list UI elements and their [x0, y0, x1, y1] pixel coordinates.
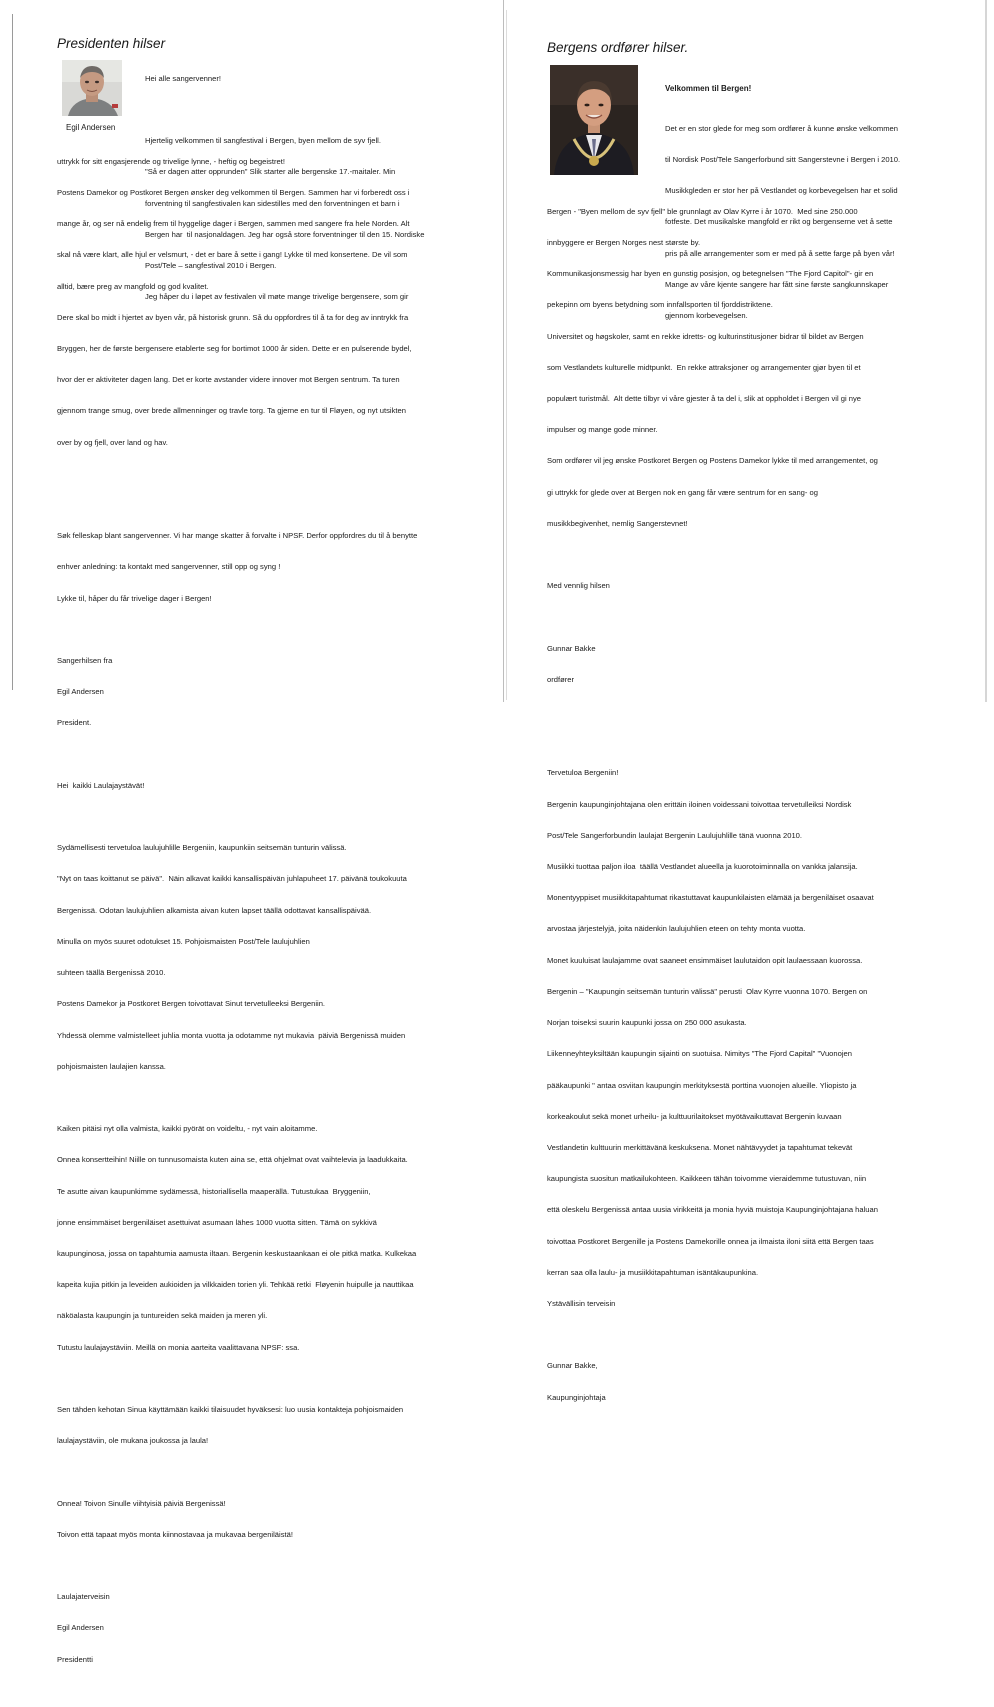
page-gutter [503, 0, 504, 702]
text-line: kaupungista suositun matkailukohteen. Kaikkeen tähän toivomme vieraidemme tutustuvan, niin [547, 1174, 867, 1184]
text-line: että oleskelu Bergenissä antaa uusia virikkeitä ja monia hyviä muistoja Kaupunginjohtajana haluan [547, 1205, 878, 1215]
text-line: Vestlandetin kulttuurin merkittävänä keskuksena. Monet nähtävyydet ja tapahtumat tekevät [547, 1142, 853, 1152]
text-line: pääkaupunki " antaa osviitan kaupungin merkityksestä porttina vuonojen alueille. Yliopisto ja [547, 1080, 857, 1090]
welcome-title: Velkommen til Bergen! [665, 84, 752, 93]
text-line: Dere skal bo midt i hjertet av byen vår, på historisk grunn. Så du oppfordres til å ta for deg av inntrykk fra [57, 312, 409, 322]
text-line: President. [57, 718, 92, 728]
right-page-heading: Bergens ordfører hilser. [547, 40, 689, 55]
text-line: Lykke til, håper du får trivelige dager i Bergen! [57, 593, 212, 603]
president-caption: Egil Andersen [66, 123, 116, 132]
text-line: pohjoismaisten laulajien kanssa. [57, 1061, 166, 1071]
left-page-heading: Presidenten hilser [57, 36, 166, 51]
text-line [145, 105, 424, 115]
text-line: "Så er dagen atter opprunden" Slik starter alle bergenske 17.-maitaler. Min [145, 167, 396, 177]
text-line: uttrykk for sitt engasjerende og trivelige lynne, - heftig og begeistret! [57, 156, 285, 166]
text-line: Monentyyppiset musiikkitapahtumat rikastuttavat kaupunkilaisten elämää ja bergeniläiset osaavat [547, 893, 874, 903]
text-line: Egil Andersen [57, 687, 104, 697]
text-line: Sen tähden kehotan Sinua käyttämään kaikki tilaisuudet hyväksesi: luo uusia kontakteja pohjoismaiden [57, 1404, 404, 1414]
text-line: Te asutte aivan kaupunkimme sydämessä, historiallisella maaperällä. Tutustukaa Bryggeniin, [57, 1186, 371, 1196]
text-line: pekepinn om byens betydning som innfallsporten til fjorddistriktene. [547, 300, 773, 310]
text-line: Postens Damekor ja Postkoret Bergen toivottavat Sinut tervetulleeksi Bergeniin. [57, 999, 326, 1009]
text-line: Bergen - "Byen mellom de syv fjell" ble grunnlagt av Olav Kyrre i år 1070. Med sine 250.000 [547, 206, 858, 216]
text-line: Onnea konsertteihin! Niille on tunnusomaista kuten aina se, että ohjelmat ovat vaihtelevia ja laadukkaita. [57, 1155, 408, 1165]
text-line: Yhdessä olemme valmistelleet juhlia monta vuotta ja odotamme nyt mukavia päiviä Bergenissä muiden [57, 1030, 406, 1040]
text-line: toivottaa Postkoret Bergenille ja Postens Damekorille onnea ja ilmaista iloni siitä että Bergen taas [547, 1236, 874, 1246]
text-line: Gunnar Bakke, [547, 1361, 598, 1371]
text-line: musikkbegivenhet, nemlig Sangerstevnet! [547, 518, 688, 528]
text-line [57, 469, 417, 479]
text-line: "Nyt on taas koittanut se päivä". Näin alkavat kaikki kansallispäivän juhlapuheet 17. päivänä toukokuuta [57, 874, 407, 884]
text-line: Musikkgleden er stor her på Vestlandet og korbevegelsen har et solid [665, 186, 898, 196]
text-line [57, 1467, 417, 1477]
text-line: Laulajaterveisin [57, 1592, 110, 1602]
text-line: Hei kaikki Laulajaystävät! [57, 780, 145, 790]
text-line [57, 500, 417, 510]
text-line: Som ordfører vil jeg ønske Postkoret Bergen og Postens Damekor lykke til med arrangementet, og [547, 456, 878, 466]
text-line: Monet kuuluisat laulajamme ovat saaneet ensimmäiset laulutaidon opit laulaessaan kuorossa. [547, 955, 863, 965]
mayor-body-text [547, 186, 878, 1413]
text-line: kapeita kujia pitkin ja leveiden aukioiden ja vilkkaiden torien yli. Tehkää retki Fløyenin huipulle ja nauttikaa [57, 1280, 414, 1290]
text-line: Onnea! Toivon Sinulle viihtyisiä päiviä Bergenissä! [57, 1498, 226, 1508]
text-line [57, 1374, 417, 1384]
text-line: Sangerhilsen fra [57, 656, 113, 666]
text-line: korkeakoulut sekä monet urheilu- ja kulttuurilaitokset myötävaikuttavat Bergenin kuvaan [547, 1111, 842, 1121]
text-line: som Vestlandets kulturelle midtpunkt. En rekke attraksjoner og arrangementer gjør byen til et [547, 362, 861, 372]
text-line: pris på alle arrangementer som er med på å sette farge på byen vår! [665, 248, 895, 258]
text-line [57, 625, 417, 635]
text-line: suhteen täällä Bergenissä 2010. [57, 968, 166, 978]
page-gutter-shadow [506, 10, 507, 700]
text-line: fotfeste. Det musikalske mangfold er rikt og bergenserne vet å sette [665, 217, 893, 227]
text-line: til Nordisk Post/Tele Sangerforbund sitt Sangerstevne i Bergen i 2010. [665, 155, 901, 165]
text-line: Norjan toiseksi suurin kaupunki jossa on 250 000 asukasta. [547, 1018, 747, 1028]
text-line: Postens Damekor og Postkoret Bergen ønsker deg velkommen til Bergen. Sammen har vi forberedt oss i [57, 188, 410, 198]
text-line: forventning til sangfestivalen kan sidestilles med den forventningen et barn i [145, 198, 400, 208]
text-line [57, 812, 417, 822]
text-line: Med vennlig hilsen [547, 581, 610, 591]
text-line: impulser og mange gode minner. [547, 425, 658, 435]
text-line [57, 1561, 417, 1571]
text-line [547, 737, 878, 747]
text-line [547, 706, 878, 716]
text-line: ordfører [547, 674, 575, 684]
text-line: Presidentti [57, 1654, 93, 1664]
text-line: Minulla on myös suuret odotukset 15. Pohjoismaisten Post/Tele laulujuhlien [57, 936, 310, 946]
text-line: kaupunginosa, jossa on tapahtumia aamusta iltaan. Bergenin keskustaankaan ei ole pitkä matka. Kulkekaa [57, 1248, 417, 1258]
text-line: laulajaystäviin, ole mukana joukossa ja laula! [57, 1436, 209, 1446]
text-line: Liikenneyhteyksiltään kaupungin sijainti on suotuisa. Nimitys "The Fjord Capital" "Vuonojen [547, 1049, 852, 1059]
text-line: gi uttrykk for glede over at Bergen nok en gang får være sentrum for en sang- og [547, 487, 818, 497]
text-line: Ystävällisin terveisin [547, 1298, 616, 1308]
text-line: Søk felleskap blant sangervenner. Vi har mange skatter å forvalte i NPSF. Derfor oppfordres du til å benytte [57, 531, 418, 541]
text-line: Toivon että tapaat myös monta kiinnostavaa ja mukavaa bergeniläistä! [57, 1529, 293, 1539]
text-line: näköalasta kaupungin ja tuntureiden sekä maiden ja meren yli. [57, 1311, 268, 1321]
text-line: Kaiken pitäisi nyt olla valmista, kaikki pyörät on voideltu, - nyt vain aloitamme. [57, 1124, 318, 1134]
text-line [547, 1330, 878, 1340]
text-line: enhver anledning: ta kontakt med sangervenner, still opp og syng ! [57, 562, 281, 572]
text-line: gjennom korbevegelsen. [665, 311, 748, 321]
text-line: Egil Andersen [57, 1623, 104, 1633]
text-line: Bergen har til nasjonaldagen. Jeg har også store forventninger til den 15. Nordiske [145, 229, 425, 239]
text-line: Hei alle sangervenner! [145, 73, 221, 83]
text-line: Universitet og høgskoler, samt en rekke idretts- og kulturinstitusjoner bidrar til bildet av Bergen [547, 331, 864, 341]
text-line: Kommunikasjonsmessig har byen en gunstig posisjon, og betegnelsen "The Fjord Capitol"- gir en [547, 269, 874, 279]
president-photo [62, 60, 122, 116]
text-line: arvostaa järjestelyjä, joita näidenkin laulujuhlien eteen on tehty monta vuotta. [547, 924, 806, 934]
text-line: Bergenissä. Odotan laulujuhlien alkamista aivan kuten lapset täällä odottavat kansallispäivää. [57, 905, 372, 915]
text-line: Hjertelig velkommen til sangfestival i Bergen, byen mellom de syv fjell. [145, 136, 381, 146]
text-line: Bryggen, her de første bergensere etablerte seg for bortimot 1000 år siden. Dette er en pulserende bydel, [57, 344, 412, 354]
text-line [547, 612, 878, 622]
text-line [57, 1686, 417, 1696]
text-line: Bergenin – "Kaupungin seitsemän tunturin välissä" perusti Olav Kyrre vuonna 1070. Bergen on [547, 986, 868, 996]
text-line: jonne ensimmäiset bergeniläiset asettuivat asumaan lähes 1000 vuotta sitten. Tämä on sykkivä [57, 1217, 377, 1227]
text-line: Bergenin kaupunginjohtajana olen erittäin iloinen voidessani toivottaa tervetulleiksi Nordisk [547, 799, 852, 809]
text-line: Kaupunginjohtaja [547, 1392, 606, 1402]
text-line: Sydämellisesti tervetuloa laulujuhlille Bergeniin, kaupunkiin seitsemän tunturin välissä. [57, 843, 347, 853]
text-line [547, 550, 878, 560]
text-line: hvor der er aktiviteter dagen lang. Det er korte avstander videre innover mot Bergen sentrum. Ta turen [57, 375, 400, 385]
text-line: alltid, bære preg av mangfold og god kvalitet. [57, 281, 209, 291]
text-line: populært turistmål. Alt dette tilbyr vi våre gjester å ta del i, slik at oppholdet i Bergen vil gi nye [547, 394, 862, 404]
right-page-edge [985, 0, 987, 702]
text-line: Tervetuloa Bergeniin! [547, 768, 619, 778]
text-line: Post/Tele – sangfestival 2010 i Bergen. [145, 261, 277, 271]
text-line: Det er en stor glede for meg som ordfører å kunne ønske velkommen [665, 123, 898, 133]
text-line: Tutustu laulajaystäviin. Meillä on monia aarteita vaalittavana NPSF: ssa. [57, 1342, 300, 1352]
text-line: Jeg håper du i løpet av festivalen vil møte mange trivelige bergensere, som gir [145, 292, 409, 302]
text-line [57, 750, 417, 760]
text-line: innbyggere er Bergen Norges nest største by. [547, 238, 701, 248]
text-line: skal nå være klart, alle hjul er velsmurt, - det er bare å sette i gang! Lykke til med konsertene. De vil som [57, 250, 408, 260]
mayor-photo [550, 65, 638, 175]
left-page-edge [12, 14, 13, 690]
text-line: gjennom trange smug, over brede allmenninger og travle torg. Ta gjerne en tur til Fløyen, og nyt utsikten [57, 406, 406, 416]
text-line: mange år, og ser nå endelig frem til hyggelige dager i Bergen, sammen med sangere fra hele Norden. Alt [57, 219, 410, 229]
text-line: Musiikki tuottaa paljon iloa täällä Vestlandet alueella ja kuorotoiminnalla on vankka jalansija. [547, 862, 858, 872]
president-body-text [57, 136, 417, 1707]
text-line: kerran saa olla laulu- ja musiikkitapahtuman isäntäkaupunkina. [547, 1267, 759, 1277]
text-line: Mange av våre kjente sangere har fått sine første sangkunnskaper [665, 279, 889, 289]
text-line: over by og fjell, over land og hav. [57, 437, 168, 447]
text-line: Post/Tele Sangerforbundin laulajat Bergenin Laulujuhlille tänä vuonna 2010. [547, 830, 802, 840]
text-line [57, 1093, 417, 1103]
text-line: Gunnar Bakke [547, 643, 596, 653]
